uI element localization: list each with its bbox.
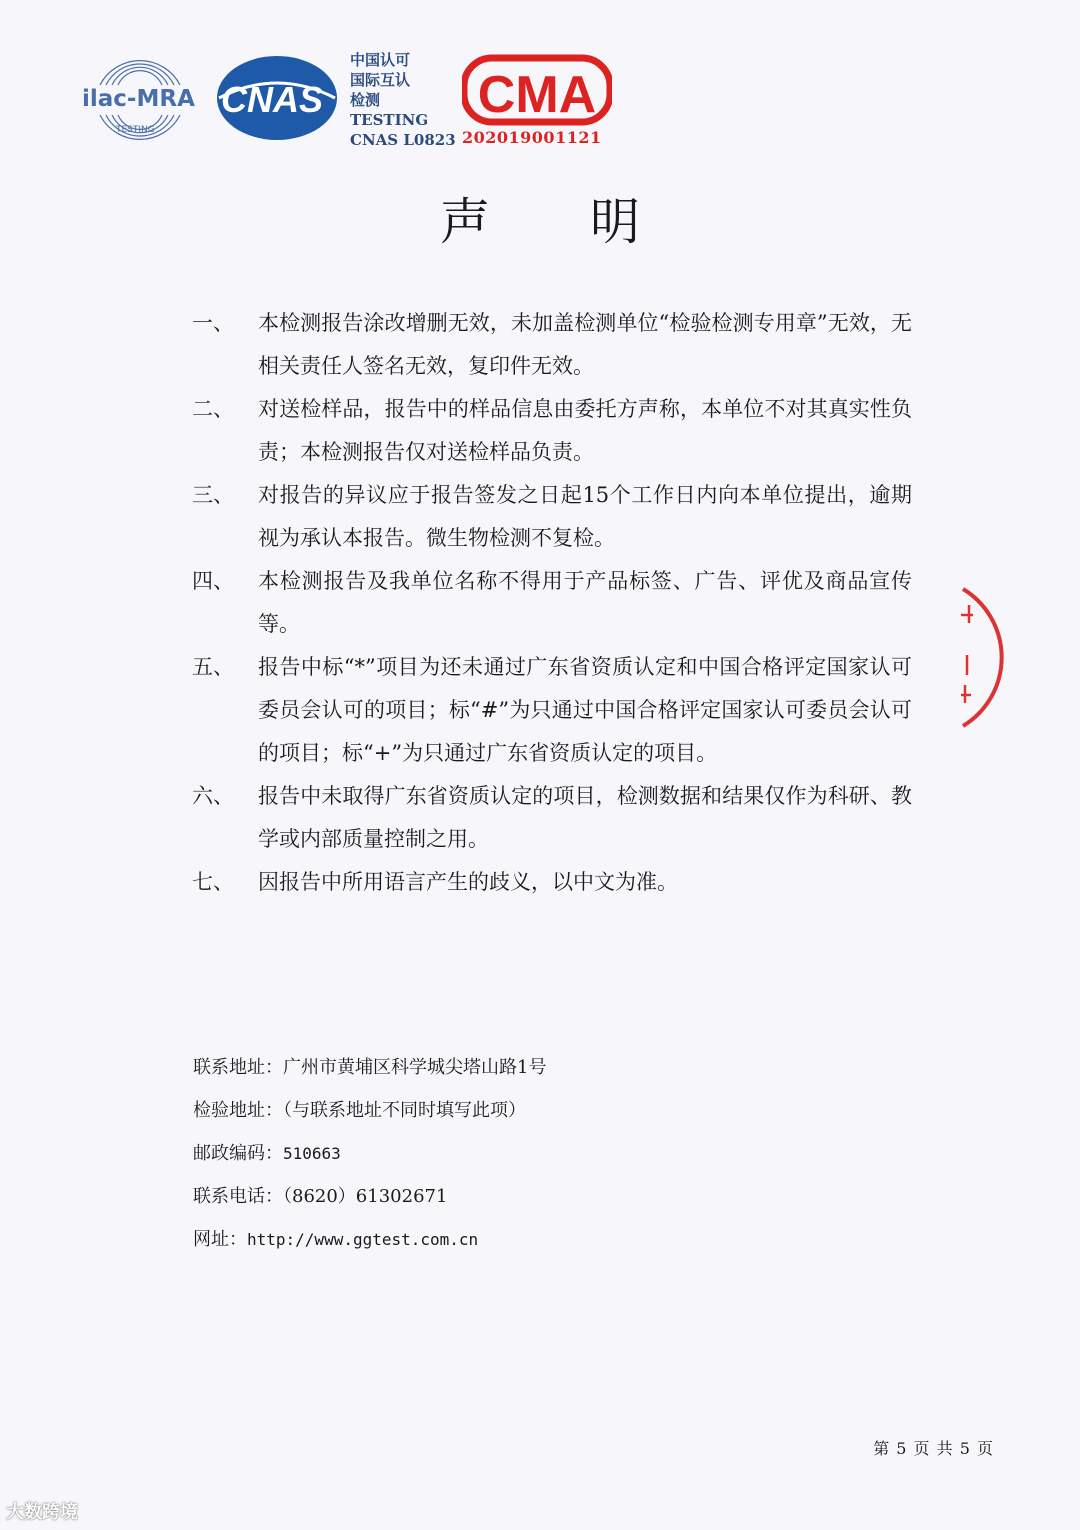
clause-7 [192, 861, 912, 904]
clause-4 [192, 560, 912, 646]
test-address-label: 检验地址： [193, 1100, 283, 1121]
accreditation-line-3: 检测 [350, 91, 381, 109]
clause-text: 本检测报告涂改增删无效，未加盖检测单位“检验检测专用章”无效，无相关责任人签名无效，复印件无效。 [258, 311, 912, 378]
red-seal-fragment [955, 585, 1005, 730]
contact-info [193, 1046, 546, 1261]
clause-6 [192, 775, 912, 861]
ilac-text: ilac-MRA [82, 86, 195, 112]
address-label: 联系地址： [193, 1057, 283, 1078]
accreditation-line-2: 国际互认 [350, 71, 411, 89]
cma-logo-text: CMA [477, 66, 597, 124]
test-address-value: （与联系地址不同时填写此项） [283, 1100, 526, 1121]
clause-5 [192, 646, 912, 775]
contact-address-row [193, 1046, 546, 1089]
accreditation-line-1: 中国认可 [350, 51, 411, 69]
phone-value: （8620）61302671 [283, 1186, 448, 1207]
clause-2 [192, 388, 912, 474]
clause-text: 因报告中所用语言产生的歧义，以中文为准。 [258, 870, 678, 894]
clause-number: 七、 [192, 870, 234, 894]
accreditation-text [350, 50, 456, 150]
clause-text: 本检测报告及我单位名称不得用于产品标签、广告、评优及商品宣传等。 [258, 569, 912, 636]
cma-logo [462, 50, 612, 130]
clause-text: 对报告的异议应于报告签发之日起15个工作日内向本单位提出，逾期视为承认本报告。微生物检测不复检。 [258, 483, 912, 550]
clause-text: 报告中未取得广东省资质认定的项目，检测数据和结果仅作为科研、教学或内部质量控制之用。 [258, 784, 912, 851]
postcode-label: 邮政编码： [193, 1143, 283, 1164]
cnas-logo-text: CNAS [221, 79, 324, 120]
test-address-row [193, 1089, 546, 1132]
website-row [193, 1218, 546, 1261]
cma-number: 202019001121 [462, 128, 602, 147]
address-value: 广州市黄埔区科学城尖塔山路1号 [283, 1057, 547, 1078]
clause-1 [192, 302, 912, 388]
clause-number: 六、 [192, 784, 234, 808]
clause-number: 三、 [192, 483, 234, 507]
accreditation-line-5: CNAS L0823 [350, 131, 456, 149]
clause-text: 报告中标“*”项目为还未通过广东省资质认定和中国合格评定国家认可委员会认可的项目；标“#”为只通过中国合格评定国家认可委员会认可的项目；标“+”为只通过广东省资质认定的项目。 [258, 655, 912, 765]
clause-number: 五、 [192, 655, 234, 679]
phone-row [193, 1175, 546, 1218]
cnas-logo [215, 54, 340, 142]
website-label: 网址： [193, 1229, 247, 1250]
clause-number: 二、 [192, 397, 234, 421]
postcode-value: 510663 [283, 1144, 341, 1163]
accreditation-line-4: TESTING [350, 111, 429, 129]
page-title: 声明 [440, 193, 740, 251]
ilac-mra-logo [80, 40, 200, 160]
certification-logos [80, 40, 640, 160]
clause-3 [192, 474, 912, 560]
ilac-sub: TESTING [116, 125, 155, 135]
page-number: 第 5 页 共 5 页 [873, 1439, 994, 1458]
statement-clauses [192, 302, 912, 904]
clause-text: 对送检样品，报告中的样品信息由委托方声称，本单位不对其真实性负责；本检测报告仅对送检样品负责。 [258, 397, 912, 464]
postcode-row [193, 1132, 546, 1175]
watermark: 大数跨境 [6, 1502, 78, 1523]
phone-label: 联系电话： [193, 1186, 283, 1207]
clause-number: 一、 [192, 311, 234, 335]
clause-number: 四、 [192, 569, 234, 593]
website-link[interactable]: http://www.ggtest.com.cn [247, 1230, 479, 1249]
